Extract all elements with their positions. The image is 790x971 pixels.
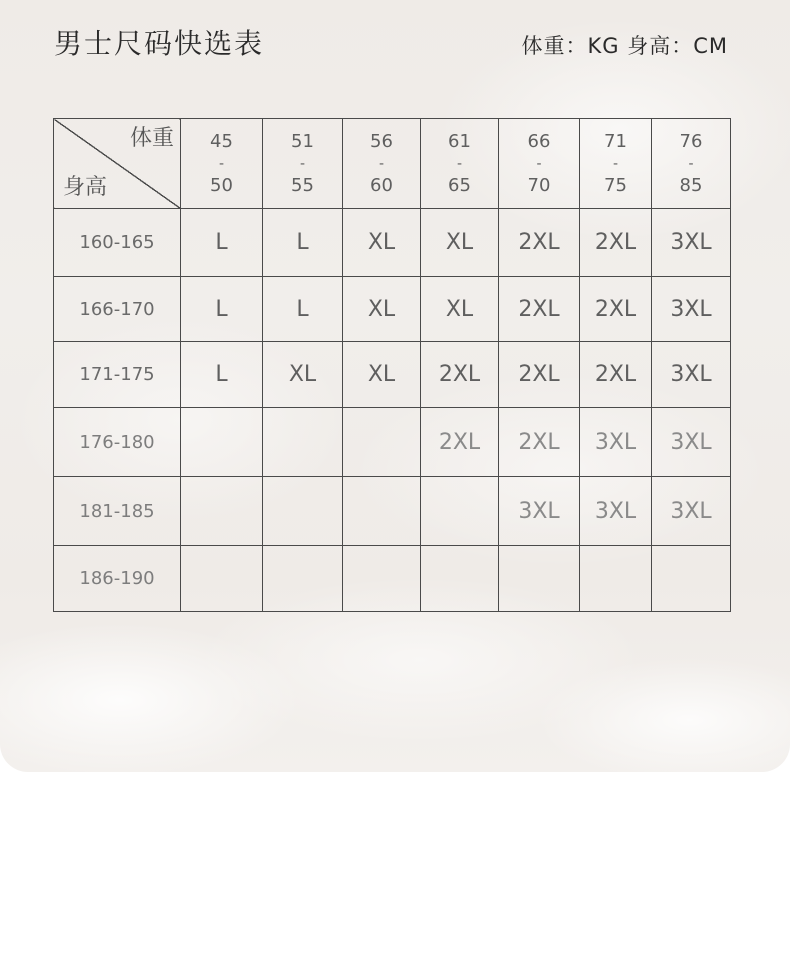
size-cell: L xyxy=(181,209,263,277)
weight-range-header xyxy=(263,119,343,209)
size-cell: 3XL xyxy=(580,477,652,546)
height-range-cell: 166-170 xyxy=(54,277,181,342)
weight-sep: - xyxy=(378,155,385,172)
size-cell xyxy=(181,546,263,612)
weight-to: 65 xyxy=(448,174,471,196)
size-cell: XL xyxy=(421,209,499,277)
weight-range-header xyxy=(421,119,499,209)
size-cell: 3XL xyxy=(499,477,580,546)
unit-note: 体重：KG 身高：CM xyxy=(521,34,728,58)
height-axis-label: 身高 xyxy=(63,175,108,200)
weight-from: 71 xyxy=(604,130,627,152)
size-cell: 2XL xyxy=(499,342,580,408)
weight-from: 56 xyxy=(370,130,393,152)
weight-range-header xyxy=(499,119,580,209)
weight-sep: - xyxy=(688,155,694,172)
size-cell: 3XL xyxy=(652,277,731,342)
size-cell xyxy=(181,408,263,477)
size-cell xyxy=(343,477,421,546)
size-cell: L xyxy=(181,277,263,342)
height-range-cell: 176-180 xyxy=(54,408,181,477)
weight-sep: - xyxy=(218,155,225,172)
weight-to: 60 xyxy=(370,174,393,196)
weight-range-header xyxy=(580,119,652,209)
weight-to: 75 xyxy=(604,174,627,196)
table-row xyxy=(54,477,731,546)
size-cell: 3XL xyxy=(580,408,652,477)
size-cell xyxy=(652,546,731,612)
size-cell: 2XL xyxy=(580,342,652,408)
size-cell: 3XL xyxy=(652,477,731,546)
weight-range-header xyxy=(181,119,263,209)
weight-from: 66 xyxy=(527,130,551,152)
table-row xyxy=(54,209,731,277)
table-row xyxy=(54,342,731,408)
table-row xyxy=(54,277,731,342)
size-cell xyxy=(263,546,343,612)
table-row xyxy=(54,408,731,477)
size-cell: L xyxy=(263,277,343,342)
size-cell: 3XL xyxy=(652,209,731,277)
size-cell: 2XL xyxy=(499,209,580,277)
weight-from: 45 xyxy=(210,130,233,152)
size-cell: 2XL xyxy=(499,408,580,477)
size-table xyxy=(53,118,731,612)
size-cell: L xyxy=(181,342,263,408)
header-row xyxy=(54,119,731,209)
weight-sep: - xyxy=(299,155,306,172)
size-cell xyxy=(263,408,343,477)
size-cell: L xyxy=(263,209,343,277)
size-cell: 3XL xyxy=(652,342,731,408)
size-cell: 2XL xyxy=(499,277,580,342)
corner-cell xyxy=(54,119,181,209)
size-cell xyxy=(343,546,421,612)
size-cell xyxy=(263,477,343,546)
height-range-cell: 171-175 xyxy=(54,342,181,408)
height-range-cell: 181-185 xyxy=(54,477,181,546)
weight-range-header xyxy=(652,119,731,209)
size-cell xyxy=(421,477,499,546)
weight-sep: - xyxy=(536,155,542,172)
weight-sep: - xyxy=(456,155,463,172)
height-range-cell: 160-165 xyxy=(54,209,181,277)
size-cell xyxy=(421,546,499,612)
weight-range-header xyxy=(343,119,421,209)
size-cell: 3XL xyxy=(652,408,731,477)
weight-to: 55 xyxy=(291,174,314,196)
size-cell: 2XL xyxy=(580,209,652,277)
size-cell: XL xyxy=(263,342,343,408)
table-row xyxy=(54,546,731,612)
size-cell xyxy=(343,408,421,477)
size-cell xyxy=(181,477,263,546)
weight-sep: - xyxy=(612,155,619,172)
height-range-cell: 186-190 xyxy=(54,546,181,612)
weight-to: 70 xyxy=(527,174,551,196)
weight-to: 50 xyxy=(210,174,233,196)
size-cell: 2XL xyxy=(421,408,499,477)
page-title: 男士尺码快选表 xyxy=(54,27,265,60)
weight-from: 51 xyxy=(291,130,314,152)
weight-from: 76 xyxy=(679,130,703,152)
size-cell xyxy=(580,546,652,612)
size-cell: 2XL xyxy=(580,277,652,342)
weight-to: 85 xyxy=(679,174,703,196)
weight-from: 61 xyxy=(448,130,471,152)
size-cell: XL xyxy=(343,277,421,342)
size-cell: 2XL xyxy=(421,342,499,408)
size-cell: XL xyxy=(343,342,421,408)
weight-axis-label: 体重 xyxy=(129,126,174,151)
size-cell: XL xyxy=(421,277,499,342)
size-cell: XL xyxy=(343,209,421,277)
size-cell xyxy=(499,546,580,612)
